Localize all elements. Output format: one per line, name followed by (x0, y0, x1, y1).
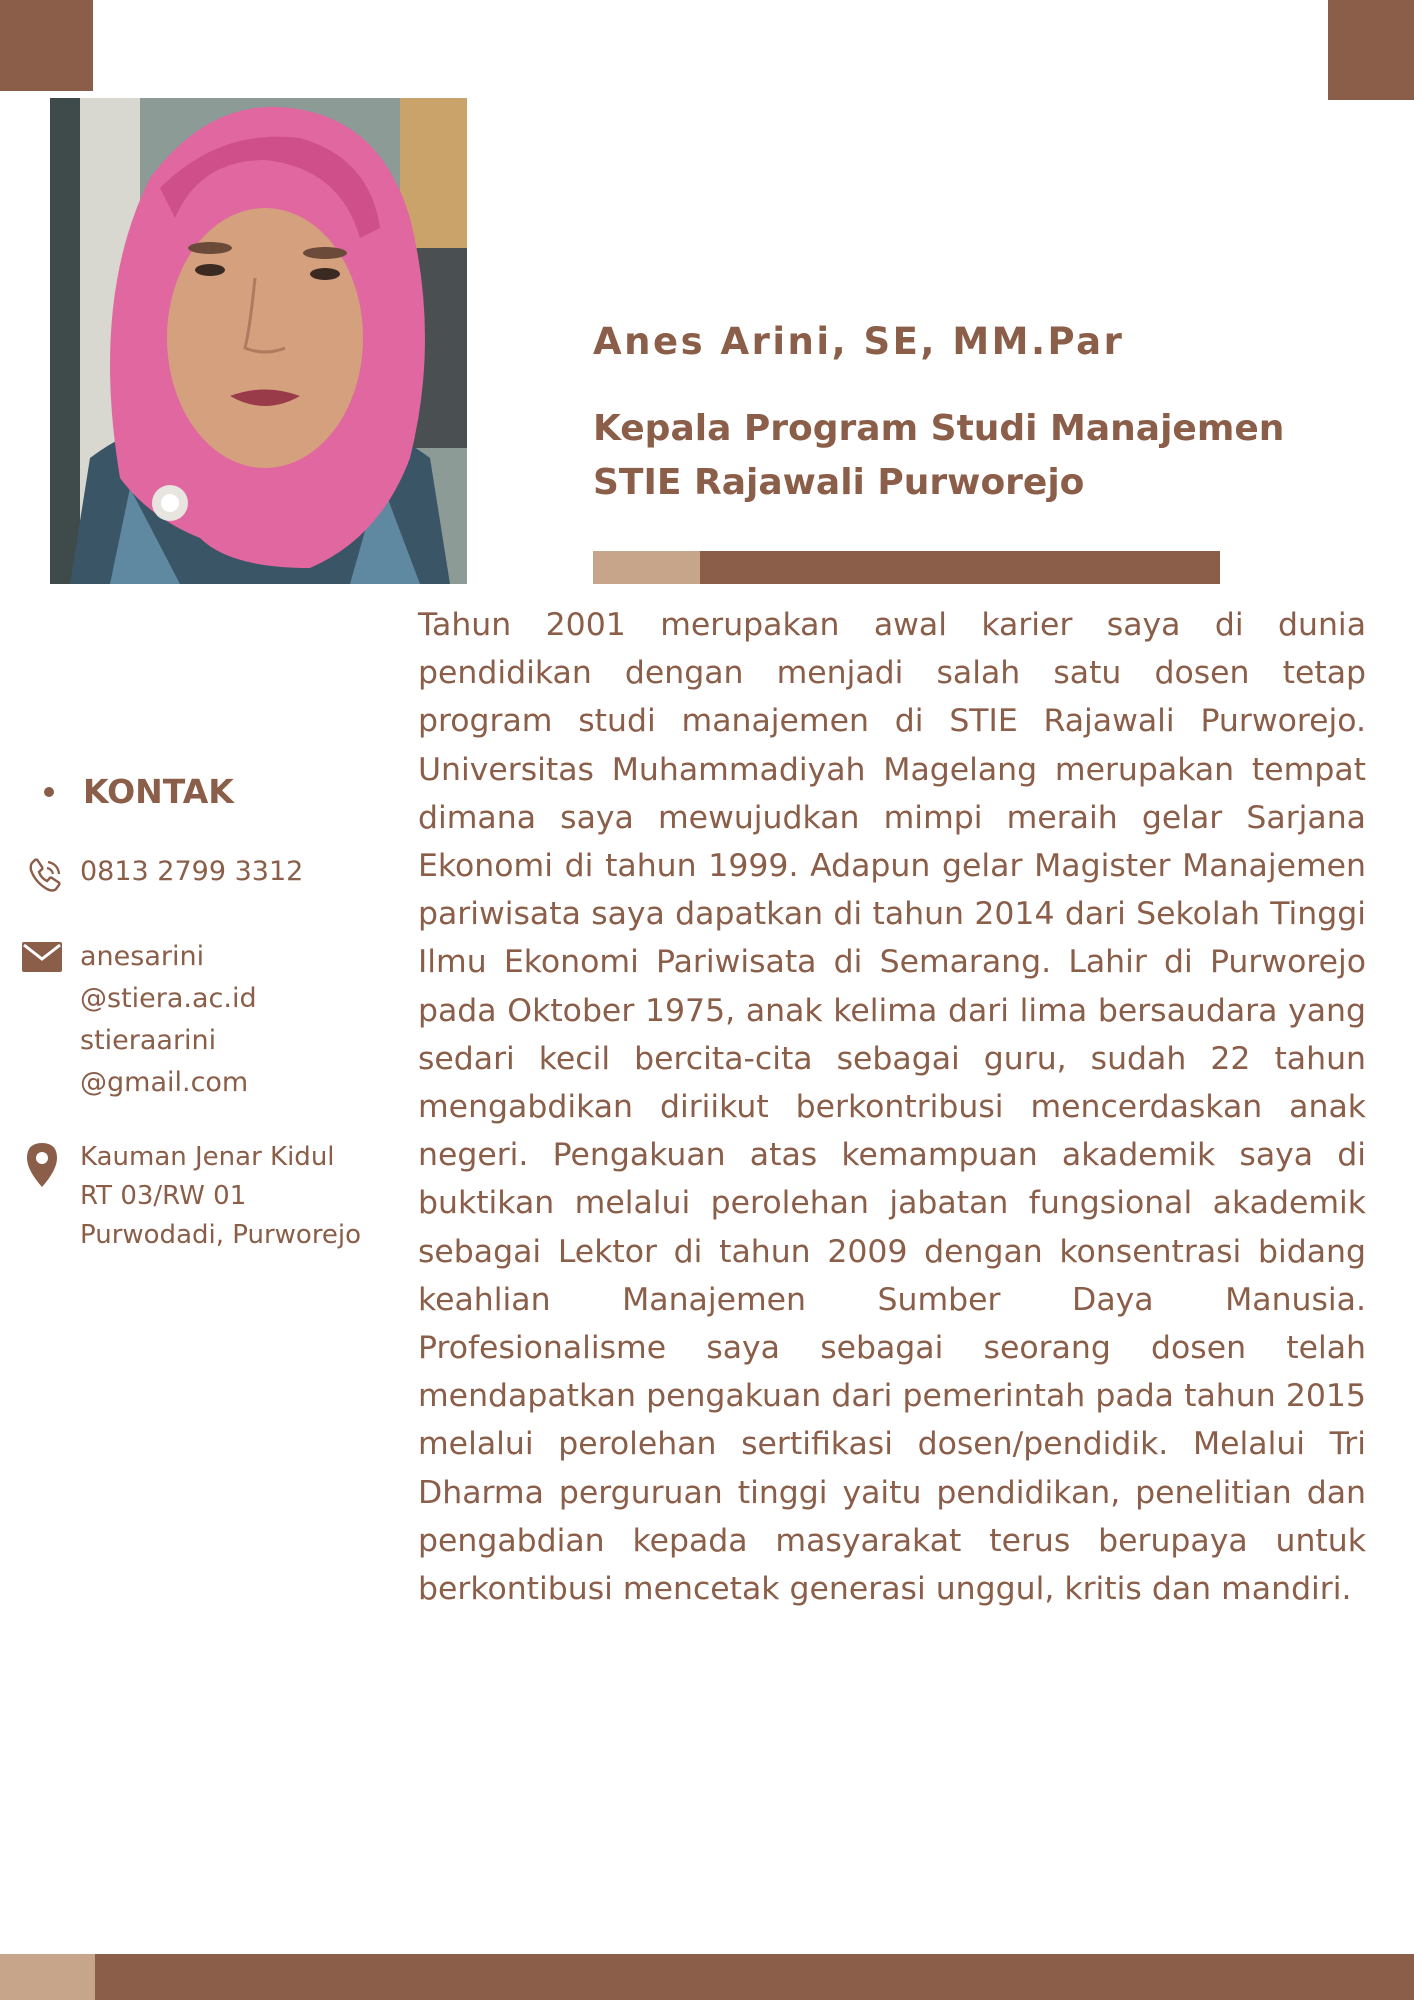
title-underline-accent (593, 551, 700, 584)
corner-block-top-left (0, 0, 93, 91)
email-addresses (80, 936, 257, 1104)
job-title-line: Kepala Program Studi Manajemen (593, 408, 1285, 449)
person-name: Anes Arini, SE, MM.Par (593, 320, 1125, 363)
biography-text: Tahun 2001 merupakan awal karier saya di dunia pendidikan dengan menjadi salah satu dosen tetap program studi manajemen di STIE Rajawali Purworejo. Universitas Muhammadiyah Magelang merupakan tempat dimana saya mewujudkan mimpi meraih gelar Sarjana Ekonomi di tahun 1999. Adapun gelar Magister Manajemen pariwisata saya dapatkan di tahun 2014 dari Sekolah Tinggi Ilmu Ekonomi Pariwisata di Semarang. Lahir di Purworejo pada Oktober 1975, anak kelima dari lima bersaudara yang sedari kecil bercita-cita sebagai guru, sudah 22 tahun mengabdikan diriikut berkontribusi mencerdaskan anak negeri. Pengakuan atas kemampuan akademik saya di buktikan melalui perolehan jabatan fungsional akademik sebagai Lektor di tahun 2009 dengan konsentrasi bidang keahlian Manajemen Sumber Daya Manusia. Profesionalisme saya sebagai seorang dosen telah mendapatkan pengakuan dari pemerintah pada tahun 2015 melalui perolehan sertifikasi dosen/pendidik. Melalui Tri Dharma perguruan tinggi yaitu pendidikan, penelitian dan pengabdian kepada masyarakat terus berupaya untuk berkontibusi mencetak generasi unggul, kritis dan mandiri. (418, 607, 1366, 1608)
address-line: Purwodadi, Purworejo (80, 1220, 362, 1250)
title-underline (700, 551, 1220, 584)
corner-block-top-right (1328, 0, 1414, 100)
footer-bar-accent (0, 1954, 95, 2000)
contact-heading (44, 772, 234, 811)
footer-bar (95, 1954, 1414, 2000)
address-line: Kauman Jenar Kidul (80, 1142, 335, 1172)
bullet-icon (44, 787, 54, 797)
address-line: RT 03/RW 01 (80, 1181, 247, 1211)
email-line: stieraarini (80, 1025, 217, 1056)
phone-icon (25, 856, 65, 896)
email-line: @stiera.ac.id (80, 983, 257, 1014)
address (80, 1138, 361, 1255)
email-line: anesarini (80, 941, 205, 972)
profile-photo-illustration (50, 98, 467, 584)
job-title (593, 402, 1353, 510)
contact-heading-label: KONTAK (83, 772, 234, 811)
profile-photo (50, 98, 467, 584)
location-pin-icon (26, 1142, 58, 1188)
phone-number: 0813 2799 3312 (80, 856, 304, 887)
job-title-line: STIE Rajawali Purworejo (593, 462, 1085, 503)
email-line: @gmail.com (80, 1067, 249, 1098)
mail-icon (22, 942, 62, 972)
